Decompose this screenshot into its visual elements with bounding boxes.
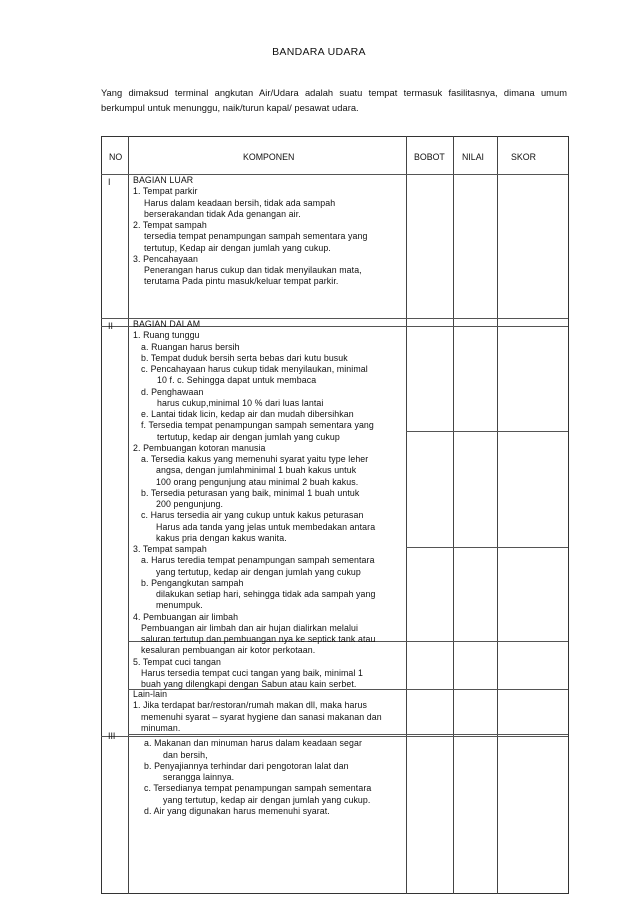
component-line: 4. Pembuangan air limbah [133, 611, 239, 622]
row-divider [101, 736, 568, 737]
component-line: 2. Tempat sampah [133, 220, 207, 230]
component-line: saluran tertutup dan pembuangan nya ke septick tank atau [141, 634, 376, 644]
component-line: Harus dalam keadaan bersih, tidak ada sampah [144, 197, 336, 208]
component-line: tertutup, Kedap air dengan jumlah yang cukup. [144, 242, 331, 253]
component-line: Harus tersedia tempat cuci tangan yang baik, minimal 1 [141, 667, 364, 678]
component-line: BAGIAN DALAM [133, 319, 201, 329]
component-line: menumpuk. [156, 600, 203, 611]
component-line: c. Tersedianya tempat penampungan sampah sementara [144, 783, 372, 794]
column-divider [497, 136, 498, 894]
component-line: buah yang dilengkapi dengan Sabun atau kain serbet. [141, 679, 357, 689]
component-line: memenuhi syarat – syarat hygiene dan sanasi makanan dan [141, 711, 382, 722]
header-bobot: BOBOT [414, 152, 445, 162]
column-divider [453, 136, 454, 894]
component-line: dan bersih, [163, 749, 208, 760]
component-line: c. Harus tersedia air yang cukup untuk kakus peturasan [141, 510, 364, 521]
component-line: 5. Tempat cuci tangan [133, 656, 222, 667]
component-line: d. Air yang digunakan harus memenuhi syarat. [144, 806, 330, 816]
component-line: harus cukup,minimal 10 % dari luas lantai [157, 397, 324, 408]
column-divider [406, 136, 407, 894]
component-line: berserakandan tidak Ada genangan air. [144, 208, 301, 219]
component-line: a. Makanan dan minuman harus dalam keadaan segar [144, 738, 363, 749]
header-no: NO [109, 152, 123, 162]
row-divider [128, 734, 568, 735]
component-line: kakus pria dengan kakus wanita. [156, 532, 287, 543]
component-line: Pembuangan air limbah dan air hujan dialirkan melalui [141, 622, 359, 633]
component-line: 100 orang pengunjung atau minimal 2 buah kakus. [156, 476, 359, 487]
component-line: a. Ruangan harus bersih [141, 341, 240, 352]
component-line: d. Penghawaan [141, 386, 204, 397]
component-line: tertutup, kedap air dengan jumlah yang cukup [157, 431, 340, 442]
component-line: 2. Pembuangan kotoran manusia [133, 442, 266, 453]
component-line: 3. Pencahayaan [133, 253, 198, 264]
component-line: 200 pengunjung. [156, 499, 224, 509]
header-komponen: KOMPONEN [243, 152, 295, 162]
column-divider [128, 136, 129, 894]
component-line: b. Tersedia peturasan yang baik, minimal 1 buah untuk [141, 487, 360, 498]
component-line: 1. Jika terdapat bar/restoran/rumah makan dll, maka harus [133, 700, 368, 711]
component-line: angsa, dengan jumlahminimal 1 buah kakus untuk [156, 465, 357, 476]
row-number: III [108, 731, 116, 741]
component-line: 3. Tempat sampah [133, 544, 207, 554]
row-number: II [108, 321, 113, 331]
component-line: dilakukan setiap hari, sehingga tidak ada sampah yang [156, 589, 376, 599]
component-line: serangga lainnya. [163, 772, 235, 783]
component-line: e. Lantai tidak licin, kedap air dan mudah dibersihkan [141, 409, 354, 419]
component-line: minuman. [141, 722, 181, 733]
component-line: Lain-lain [133, 689, 168, 699]
component-line: yang tertutup, kedap air dengan jumlah yang cukup. [163, 794, 371, 805]
component-line: b. Penyajiannya terhindar dari pengotoran lalat dan [144, 760, 349, 771]
component-line: c. Pencahayaan harus cukup tidak menyilaukan, minimal [141, 364, 368, 374]
component-line: b. Pengangkutan sampah [141, 577, 244, 588]
page-title: BANDARA UDARA [272, 46, 366, 58]
row-number: I [108, 177, 111, 187]
component-line: BAGIAN LUAR [133, 175, 194, 185]
row-divider [406, 431, 568, 432]
component-line: tersedia tempat penampungan sampah sementara yang [144, 231, 368, 242]
component-line: a. Tersedia kakus yang memenuhi syarat yaitu type leher [141, 454, 369, 464]
component-line: 1. Tempat parkir [133, 186, 198, 197]
component-line: kesaluran pembuangan air kotor perkotaan. [141, 645, 316, 656]
component-line: 10 f. c. Sehingga dapat untuk membaca [157, 375, 317, 386]
row-divider [406, 547, 568, 548]
component-line: f. Tersedia tempat penampungan sampah sementara yang [141, 420, 374, 431]
component-line: 1. Ruang tunggu [133, 330, 200, 341]
header-skor: SKOR [511, 152, 536, 162]
component-line: Penerangan harus cukup dan tidak menyilaukan mata, [144, 265, 362, 275]
component-line: terutama Pada pintu masuk/keluar tempat parkir. [144, 276, 339, 287]
assessment-table [101, 136, 569, 894]
component-line: b. Tempat duduk bersih serta bebas dari kutu busuk [141, 352, 348, 363]
component-line: Harus ada tanda yang jelas untuk membedakan antara [156, 521, 376, 532]
intro-paragraph: Yang dimaksud terminal angkutan Air/Udara adalah suatu tempat termasuk fasilitasnya, dimana umum berkumpul untuk menunggu, naik/turun kapal/ pesawat udara. [101, 88, 567, 113]
component-line: a. Harus teredia tempat penampungan sampah sementara [141, 555, 375, 566]
header-nilai: NILAI [462, 152, 485, 162]
component-line: yang tertutup, kedap air dengan jumlah yang cukup [156, 566, 361, 577]
